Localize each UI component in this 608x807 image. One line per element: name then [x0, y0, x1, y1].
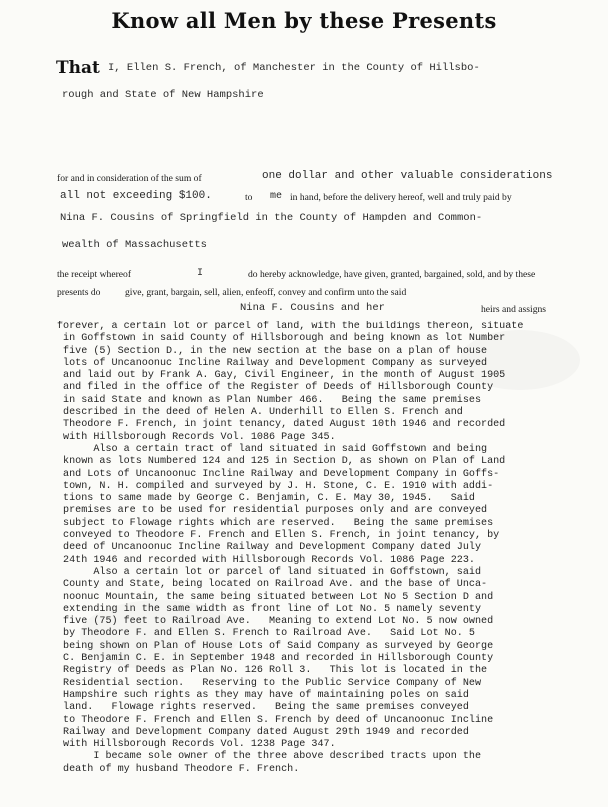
grantor-pronoun: I — [197, 268, 204, 279]
grantee-line-2: wealth of Massachusetts — [62, 239, 207, 251]
property-description: forever, a certain lot or parcel of land, with the buildings thereon, situate in Goffstown in said County of Hillsborough and being known as lot Number five (5) Section D., in the new section at the base on a plan of house lots of Uncanoonuc Incline Railway and Development Company as surveyed and laid out by Frank A. Gay, Civil Engineer, in the month of August 1905 and filed in the office of the Register of Deeds of Hillsborough County in said State and known as Plan Number 466. Being the same premises described in the deed of Helen A. Underhill to Ellen S. French and Theodore F. French, in joint tenancy, dated August 10th 1946 and recorded with Hillsborough Records Vol. 1086 Page 345. Also a certain tract of land situated in said Goffstown and being known as lots Numbered 124 and 125 in Section D, as shown on Plan of Land and Lots of Uncanoonuc Incline Railway and Development Company in Goffs- town, N. H. compiled and surveyed by J. H. Stone, C. E. 1910 with addi- tions to same made by George C. Benjamin, C. E. May 30, 1945. Said premises are to be used for residential purposes only and are conveyed subject to Flowage rights which are reserved. Being the same premises conveyed to Theodore F. French and Ellen S. French, in joint tenancy, by deed of Uncanoonuc Incline Railway and Development Company dated July 24th 1946 and recorded with Hillsborough Records Vol. 1086 Page 223. Also a certain lot or parcel of land situated in Goffstown, said County and State, being located on Railroad Ave. and the base of Unca- noonuc Mountain, the same being situated between Lot No 5 Section D and extending in the same width as front line of Lot No. 5 namely seventy five (75) feet to Railroad Ave. Meaning to extend Lot No. 5 now owned by Theodore F. and Ellen S. French to Railroad Ave. Said Lot No. 5 being shown on Plan of House Lots of Said Company as surveyed by George C. Benjamin C. E. in September 1948 and recorded in Hillsborough County Registry of Deeds as Plan No. 126 Roll 3. This lot is located in the Residential section. Reserving to the Public Service Company of New Hampshire such rights as they may have of maintaining poles on said land. Flowage rights reserved. Being the same premises conveyed to Theodore F. French and Ellen S. French by deed of Uncanoonuc Incline Railway and Development Company dated August 29th 1949 and recorded with Hillsborough Records Vol. 1238 Page 347. I became sole owner of the three above described tracts upon the death of my husband Theodore F. French. — [57, 321, 524, 775]
grantee-line-1: Nina F. Cousins of Springfield in the County of Hampden and Common- — [60, 212, 483, 224]
consideration-label: for and in consideration of the sum of — [57, 173, 202, 184]
consideration-value: one dollar and other valuable considerations — [262, 170, 553, 182]
recipient-pronoun: me — [270, 191, 283, 202]
convey-clause: give, grant, bargain, sell, alien, enfeoff, convey and confirm unto the said — [125, 287, 407, 298]
receipt-label: the receipt whereof — [57, 269, 132, 280]
heirs-assigns-label: heirs and assigns — [481, 304, 547, 315]
presents-do-label: presents do — [57, 287, 101, 298]
acknowledge-clause: do hereby acknowledge, have given, granted, bargained, sold, and by these — [248, 269, 536, 280]
grantee-names: Nina F. Cousins and her — [240, 302, 385, 314]
consideration-amount: all not exceeding $100. — [60, 190, 212, 202]
that-heading: That — [56, 58, 100, 78]
delivery-clause: in hand, before the delivery hereof, well and truly paid by — [290, 192, 512, 203]
grantor-line-1: I, Ellen S. French, of Manchester in the County of Hillsbo- — [108, 62, 480, 74]
deed-title: Know all Men by these Presents — [111, 8, 497, 33]
grantor-line-2: rough and State of New Hampshire — [62, 89, 264, 101]
to-label: to — [245, 192, 253, 203]
